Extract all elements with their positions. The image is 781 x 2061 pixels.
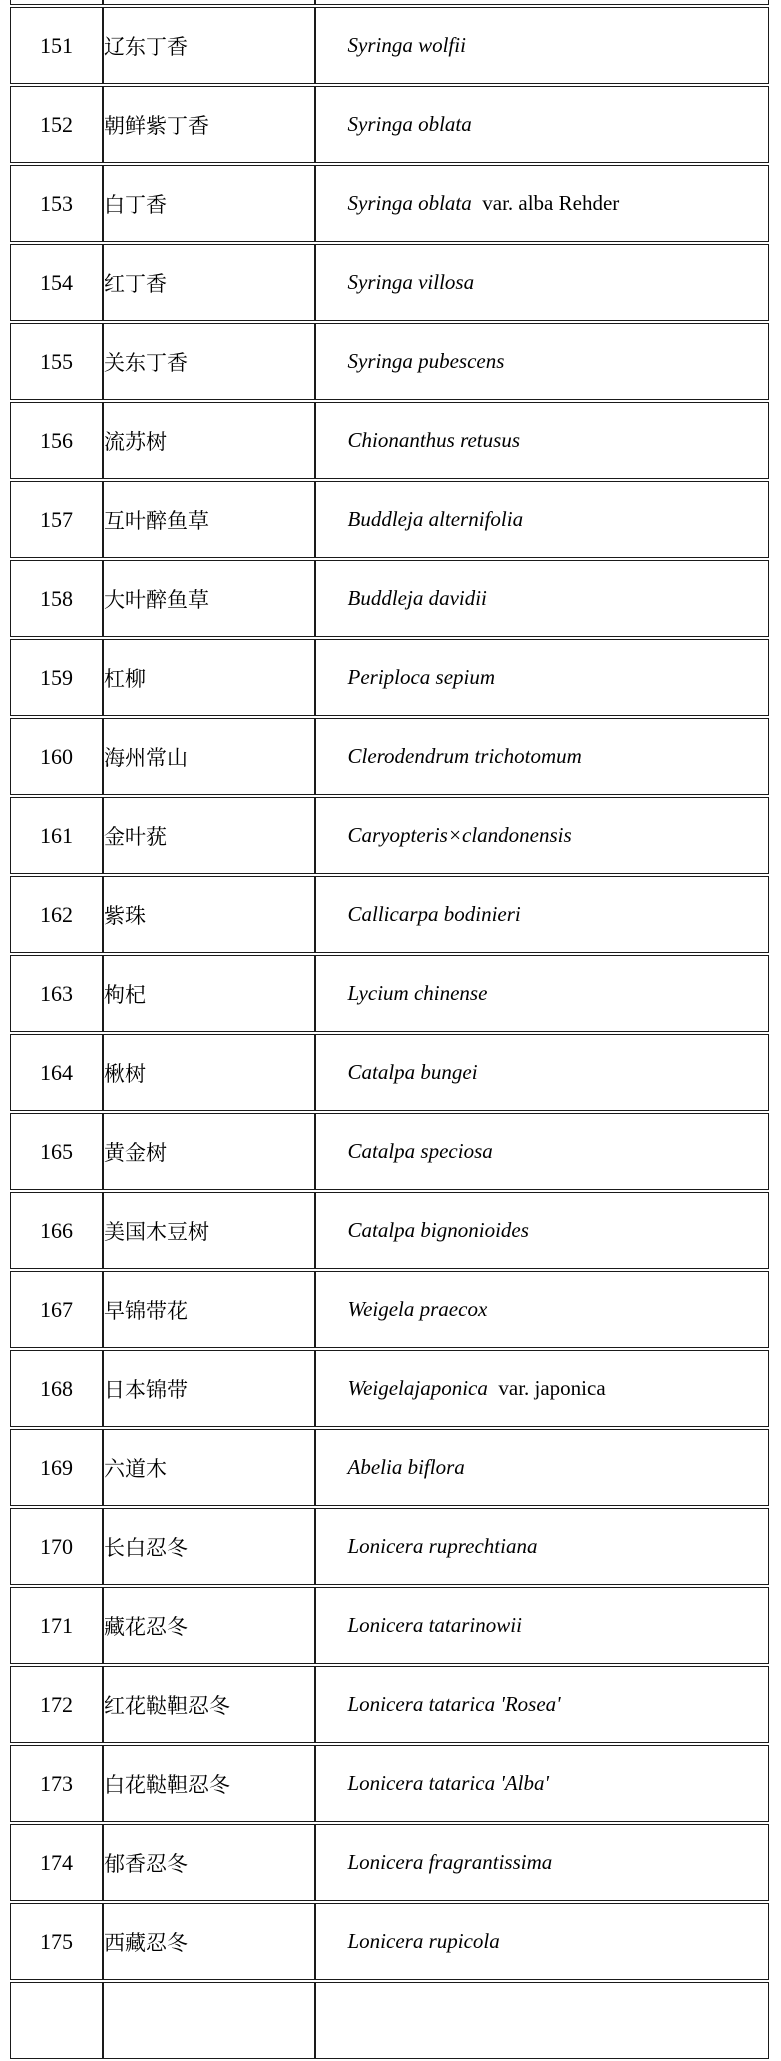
chinese-name: 白丁香 bbox=[104, 192, 167, 217]
row-number: 152 bbox=[40, 111, 73, 137]
latin-name-italic: Buddleja alternifolia bbox=[347, 507, 524, 532]
chinese-name-cell bbox=[103, 1982, 315, 2059]
chinese-name: 长白忍冬 bbox=[104, 1535, 188, 1560]
row-number: 155 bbox=[40, 348, 73, 374]
chinese-name-cell bbox=[103, 323, 315, 400]
table-row bbox=[10, 1824, 769, 1901]
latin-name-italic: Syringa oblata bbox=[347, 191, 472, 216]
latin-name-cell bbox=[315, 797, 769, 874]
row-number: 162 bbox=[40, 901, 73, 927]
chinese-name-cell bbox=[103, 1192, 315, 1269]
row-number-cell bbox=[10, 1666, 103, 1743]
row-number-cell bbox=[10, 876, 103, 953]
row-number-cell bbox=[10, 797, 103, 874]
latin-name-cell bbox=[315, 1113, 769, 1190]
latin-name-cell bbox=[315, 165, 769, 242]
row-number: 163 bbox=[40, 980, 73, 1006]
chinese-name: 日本锦带 bbox=[104, 1377, 188, 1402]
latin-name-italic: Lonicera tatarica 'Alba' bbox=[347, 1771, 549, 1796]
row-number-cell bbox=[10, 639, 103, 716]
table-row bbox=[10, 1903, 769, 1980]
chinese-name: 藏花忍冬 bbox=[104, 1614, 188, 1639]
latin-name-italic: Catalpa bungei bbox=[347, 1060, 478, 1085]
row-number: 170 bbox=[40, 1533, 73, 1559]
chinese-name-cell bbox=[103, 1271, 315, 1348]
chinese-name-cell bbox=[103, 165, 315, 242]
chinese-name-cell bbox=[103, 1745, 315, 1822]
chinese-name-cell bbox=[103, 560, 315, 637]
latin-name-cell bbox=[315, 1508, 769, 1585]
row-number: 160 bbox=[40, 743, 73, 769]
chinese-name-cell bbox=[103, 1034, 315, 1111]
latin-name-regular: var. alba Rehder bbox=[471, 191, 620, 216]
latin-name-italic: Syringa wolfii bbox=[347, 33, 466, 58]
latin-name-italic: Lonicera rupicola bbox=[347, 1929, 500, 1954]
table-row bbox=[10, 1034, 769, 1111]
row-number-cell bbox=[10, 1192, 103, 1269]
table-row bbox=[10, 1429, 769, 1506]
row-number-cell bbox=[10, 165, 103, 242]
table-row bbox=[10, 955, 769, 1032]
chinese-name: 早锦带花 bbox=[104, 1298, 188, 1323]
latin-name-italic: Clerodendrum trichotomum bbox=[347, 744, 582, 769]
table-row bbox=[10, 7, 769, 84]
latin-name-cell bbox=[315, 1666, 769, 1743]
row-number-cell bbox=[10, 0, 103, 5]
row-number-cell bbox=[10, 1271, 103, 1348]
table-row bbox=[10, 1666, 769, 1743]
latin-name-cell bbox=[315, 323, 769, 400]
chinese-name: 白花鞑靼忍冬 bbox=[104, 1772, 230, 1797]
latin-name-italic: Catalpa speciosa bbox=[347, 1139, 493, 1164]
row-number: 167 bbox=[40, 1296, 73, 1322]
table-row bbox=[10, 165, 769, 242]
chinese-name: 关东丁香 bbox=[104, 350, 188, 375]
chinese-name-cell bbox=[103, 1113, 315, 1190]
latin-name-cell bbox=[315, 560, 769, 637]
row-number-cell bbox=[10, 1824, 103, 1901]
latin-name-cell bbox=[315, 1350, 769, 1427]
row-number: 175 bbox=[40, 1928, 73, 1954]
row-number: 173 bbox=[40, 1770, 73, 1796]
chinese-name-cell bbox=[103, 481, 315, 558]
latin-name-italic: Lonicera ruprechtiana bbox=[347, 1534, 538, 1559]
row-number: 161 bbox=[40, 822, 73, 848]
table-row bbox=[10, 86, 769, 163]
latin-name-cell bbox=[315, 7, 769, 84]
chinese-name-cell bbox=[103, 402, 315, 479]
row-number: 151 bbox=[40, 32, 73, 58]
latin-name-italic: Syringa pubescens bbox=[347, 349, 505, 374]
latin-name-italic: Lonicera tatarica 'Rosea' bbox=[347, 1692, 561, 1717]
latin-name-cell bbox=[315, 639, 769, 716]
chinese-name-cell bbox=[103, 876, 315, 953]
latin-name-italic: Buddleja davidii bbox=[347, 586, 487, 611]
table-row bbox=[10, 1271, 769, 1348]
chinese-name-cell bbox=[103, 1903, 315, 1980]
table-row bbox=[10, 639, 769, 716]
row-number-cell bbox=[10, 1587, 103, 1664]
chinese-name: 朝鲜紫丁香 bbox=[104, 113, 209, 138]
row-number: 164 bbox=[40, 1059, 73, 1085]
latin-name-cell bbox=[315, 402, 769, 479]
latin-name-italic: Lonicera fragrantissima bbox=[347, 1850, 553, 1875]
row-number: 157 bbox=[40, 506, 73, 532]
latin-name-cell bbox=[315, 718, 769, 795]
chinese-name: 大叶醉鱼草 bbox=[104, 587, 209, 612]
latin-name-cell bbox=[315, 1824, 769, 1901]
chinese-name-cell bbox=[103, 1508, 315, 1585]
row-number: 172 bbox=[40, 1691, 73, 1717]
row-number: 171 bbox=[40, 1612, 73, 1638]
table-row bbox=[10, 1587, 769, 1664]
table-row bbox=[10, 1113, 769, 1190]
row-number: 174 bbox=[40, 1849, 73, 1875]
row-number-cell bbox=[10, 323, 103, 400]
latin-name-italic: Callicarpa bodinieri bbox=[347, 902, 521, 927]
chinese-name: 互叶醉鱼草 bbox=[104, 508, 209, 533]
chinese-name: 枸杞 bbox=[104, 982, 146, 1007]
chinese-name: 海州常山 bbox=[104, 745, 188, 770]
chinese-name: 郁香忍冬 bbox=[104, 1851, 188, 1876]
row-number: 169 bbox=[40, 1454, 73, 1480]
row-number-cell bbox=[10, 1745, 103, 1822]
document-table-container bbox=[10, 0, 769, 2061]
latin-name-italic: Lonicera tatarinowii bbox=[347, 1613, 522, 1638]
row-number-cell bbox=[10, 1903, 103, 1980]
latin-name-italic: Periploca sepium bbox=[347, 665, 496, 690]
latin-name-italic: Syringa oblata bbox=[347, 112, 472, 137]
latin-name-cell bbox=[315, 1271, 769, 1348]
table-row bbox=[10, 560, 769, 637]
latin-name-italic: Abelia biflora bbox=[347, 1455, 465, 1480]
latin-name-cell bbox=[315, 1192, 769, 1269]
table-row bbox=[10, 323, 769, 400]
chinese-name-cell bbox=[103, 639, 315, 716]
row-number: 165 bbox=[40, 1138, 73, 1164]
row-number-cell bbox=[10, 244, 103, 321]
table-row bbox=[10, 481, 769, 558]
chinese-name: 红丁香 bbox=[104, 271, 167, 296]
latin-name-cell bbox=[315, 244, 769, 321]
table-row bbox=[10, 1192, 769, 1269]
table-row bbox=[10, 876, 769, 953]
row-number-cell bbox=[10, 1508, 103, 1585]
row-number-cell bbox=[10, 1429, 103, 1506]
latin-name-italic: Weigelajaponica bbox=[347, 1376, 488, 1401]
table-row bbox=[10, 797, 769, 874]
chinese-name: 流苏树 bbox=[104, 429, 167, 454]
row-number: 158 bbox=[40, 585, 73, 611]
chinese-name-cell bbox=[103, 86, 315, 163]
chinese-name: 楸树 bbox=[104, 1061, 146, 1086]
row-number: 168 bbox=[40, 1375, 73, 1401]
table-row bbox=[10, 402, 769, 479]
row-number: 154 bbox=[40, 269, 73, 295]
row-number-cell bbox=[10, 955, 103, 1032]
chinese-name-cell bbox=[103, 0, 315, 5]
table-row bbox=[10, 1350, 769, 1427]
row-number-cell bbox=[10, 7, 103, 84]
latin-name-cell bbox=[315, 1034, 769, 1111]
partial-row-bottom bbox=[10, 1982, 769, 2059]
latin-name-italic: Caryopteris×clandonensis bbox=[347, 823, 572, 848]
latin-name-cell bbox=[315, 86, 769, 163]
chinese-name: 紫珠 bbox=[104, 903, 146, 928]
latin-name-cell bbox=[315, 876, 769, 953]
latin-name-cell bbox=[315, 0, 769, 5]
chinese-name-cell bbox=[103, 1824, 315, 1901]
partial-row-top bbox=[10, 0, 769, 5]
chinese-name: 杠柳 bbox=[104, 666, 146, 691]
chinese-name: 黄金树 bbox=[104, 1140, 167, 1165]
latin-name-cell bbox=[315, 1745, 769, 1822]
chinese-name-cell bbox=[103, 955, 315, 1032]
row-number: 159 bbox=[40, 664, 73, 690]
chinese-name: 美国木豆树 bbox=[104, 1219, 209, 1244]
row-number-cell bbox=[10, 1350, 103, 1427]
row-number: 153 bbox=[40, 190, 73, 216]
chinese-name-cell bbox=[103, 244, 315, 321]
row-number-cell bbox=[10, 86, 103, 163]
species-table bbox=[10, 0, 769, 2061]
row-number-cell bbox=[10, 1982, 103, 2059]
row-number: 156 bbox=[40, 427, 73, 453]
latin-name-cell bbox=[315, 1429, 769, 1506]
chinese-name-cell bbox=[103, 718, 315, 795]
chinese-name-cell bbox=[103, 797, 315, 874]
chinese-name: 辽东丁香 bbox=[104, 34, 188, 59]
latin-name-regular: var. japonica bbox=[487, 1376, 606, 1401]
latin-name-cell bbox=[315, 955, 769, 1032]
species-table-body bbox=[10, 0, 769, 2059]
table-row bbox=[10, 1745, 769, 1822]
latin-name-cell bbox=[315, 481, 769, 558]
table-row bbox=[10, 244, 769, 321]
row-number-cell bbox=[10, 718, 103, 795]
latin-name-cell bbox=[315, 1903, 769, 1980]
chinese-name-cell bbox=[103, 1587, 315, 1664]
chinese-name-cell bbox=[103, 1666, 315, 1743]
chinese-name-cell bbox=[103, 7, 315, 84]
chinese-name-cell bbox=[103, 1429, 315, 1506]
row-number: 166 bbox=[40, 1217, 73, 1243]
row-number-cell bbox=[10, 402, 103, 479]
latin-name-cell bbox=[315, 1982, 769, 2059]
latin-name-italic: Lycium chinense bbox=[347, 981, 488, 1006]
chinese-name-cell bbox=[103, 1350, 315, 1427]
chinese-name: 六道木 bbox=[104, 1456, 167, 1481]
row-number-cell bbox=[10, 481, 103, 558]
chinese-name: 金叶莸 bbox=[104, 824, 167, 849]
latin-name-italic: Weigela praecox bbox=[347, 1297, 488, 1322]
row-number-cell bbox=[10, 1034, 103, 1111]
latin-name-italic: Catalpa bignonioides bbox=[347, 1218, 529, 1243]
table-row bbox=[10, 718, 769, 795]
latin-name-cell bbox=[315, 1587, 769, 1664]
table-row bbox=[10, 1508, 769, 1585]
chinese-name: 红花鞑靼忍冬 bbox=[104, 1693, 230, 1718]
latin-name-italic: Chionanthus retusus bbox=[347, 428, 520, 453]
row-number-cell bbox=[10, 560, 103, 637]
chinese-name: 西藏忍冬 bbox=[104, 1930, 188, 1955]
latin-name-italic: Syringa villosa bbox=[347, 270, 475, 295]
row-number-cell bbox=[10, 1113, 103, 1190]
